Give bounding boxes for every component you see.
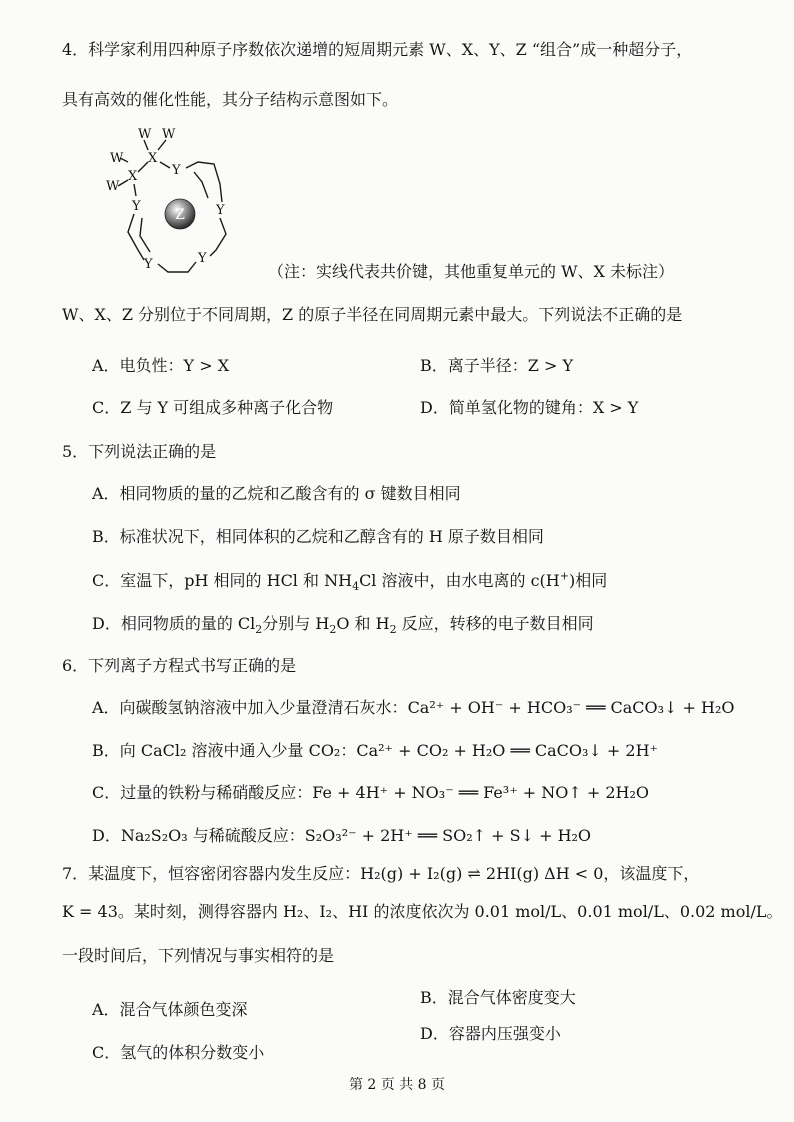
atom-y-label: Y — [144, 257, 153, 272]
q5-c-sup: + — [559, 569, 569, 583]
q7-stem-line-2: K = 43。某时刻，测得容器内 H₂、I₂、HI 的浓度依次为 0.01 mol/L、0.01 mol/L、0.02 mol/L。 — [62, 902, 783, 921]
atom-w-label: W — [162, 127, 176, 142]
q6-a-equation: Ca²⁺ + OH⁻ + HCO₃⁻ ══ CaCO₃↓ + H₂O — [407, 698, 735, 717]
q7-option-b: B．混合气体密度变大 — [420, 988, 576, 1007]
q4-figure-note: （注：实线代表共价键，其他重复单元的 W、X 未标注） — [268, 262, 675, 281]
q4-stem-line-3: W、X、Z 分别位于不同周期，Z 的原子半径在同周期元素中最大。下列说法不正确的是 — [62, 305, 683, 324]
atom-z-label: Z — [175, 207, 185, 223]
q7-stem-line-3: 一段时间后，下列情况与事实相符的是 — [62, 946, 335, 965]
q6-b-label: B．向 CaCl₂ 溶液中通入少量 CO₂： — [92, 741, 357, 760]
atom-x-label: X — [148, 151, 158, 166]
q5-option-d — [92, 614, 594, 637]
q6-option-c — [92, 783, 649, 803]
q5-d-text: D．相同物质的量的 Cl — [92, 614, 256, 633]
q7-option-c: C．氢气的体积分数变小 — [92, 1043, 265, 1062]
q6-d-equation: S₂O₃²⁻ + 2H⁺ ══ SO₂↑ + S↓ + H₂O — [304, 826, 592, 845]
q4-stem-line-1: 4．科学家利用四种原子序数依次递增的短周期元素 W、X、Y、Z “组合”成一种超分子， — [62, 40, 693, 59]
q5-option-a: A．相同物质的量的乙烷和乙酸含有的 σ 键数目相同 — [92, 484, 461, 503]
q5-option-c — [92, 569, 608, 594]
q6-c-label: C．过量的铁粉与稀硝酸反应： — [92, 783, 313, 802]
q6-option-d — [92, 826, 591, 846]
q5-d-sub: 2 — [389, 623, 397, 637]
q5-d-sub: 2 — [329, 623, 337, 637]
q6-c-equation: Fe + 4H⁺ + NO₃⁻ ══ Fe³⁺ + NO↑ + 2H₂O — [312, 783, 649, 802]
q6-a-label: A．向碳酸氢钠溶液中加入少量澄清石灰水： — [92, 698, 408, 717]
q4-molecule-figure — [98, 122, 278, 292]
atom-w-label: W — [110, 151, 124, 166]
atom-y-label: Y — [198, 251, 207, 266]
page-footer: 第 2 页 共 8 页 — [348, 1077, 446, 1093]
q5-d-text: 反应，转移的电子数目相同 — [396, 614, 594, 633]
q4-stem-line-2: 具有高效的催化性能，其分子结构示意图如下。 — [62, 90, 399, 109]
q7-stem-line-1: 7．某温度下，恒容密闭容器内发生反应：H₂(g) + I₂(g) ⇌ 2HI(g) ΔH < 0，该温度下， — [62, 864, 700, 883]
q4-option-b: B．离子半径：Z > Y — [420, 356, 574, 375]
q6-b-equation: Ca²⁺ + CO₂ + H₂O ══ CaCO₃↓ + 2H⁺ — [356, 741, 658, 760]
atom-x-label: X — [128, 169, 138, 184]
q7-option-a: A．混合气体颜色变深 — [92, 1000, 248, 1019]
q5-c-text: Cl 溶液中，由水电离的 c(H — [359, 571, 560, 590]
q5-c-text: )相同 — [568, 571, 608, 590]
q4-option-d: D．简单氢化物的键角：X > Y — [420, 398, 639, 417]
q5-d-sub: 2 — [255, 623, 263, 637]
atom-w-label: W — [138, 127, 152, 142]
q5-c-text: C．室温下，pH 相同的 HCl 和 NH — [92, 571, 353, 590]
atom-y-label: Y — [132, 199, 141, 214]
q5-d-text: O 和 H — [336, 614, 390, 633]
q5-stem: 5．下列说法正确的是 — [62, 442, 217, 461]
atom-y-label: Y — [172, 163, 181, 178]
q7-option-d: D．容器内压强变小 — [420, 1024, 561, 1043]
q5-option-b: B．标准状况下，相同体积的乙烷和乙醇含有的 H 原子数目相同 — [92, 527, 544, 546]
q4-option-c: C．Z 与 Y 可组成多种离子化合物 — [92, 398, 334, 417]
q5-d-text: 分别与 H — [262, 614, 330, 633]
q6-stem: 6．下列离子方程式书写正确的是 — [62, 656, 297, 675]
q6-d-label: D．Na₂S₂O₃ 与稀硫酸反应： — [92, 826, 305, 845]
q5-c-sub: 4 — [352, 580, 360, 594]
q6-option-b — [92, 741, 658, 761]
q4-option-a: A．电负性：Y > X — [92, 356, 230, 375]
q6-option-a — [92, 698, 735, 718]
atom-w-label: W — [106, 179, 120, 194]
atom-y-label: Y — [216, 203, 225, 218]
